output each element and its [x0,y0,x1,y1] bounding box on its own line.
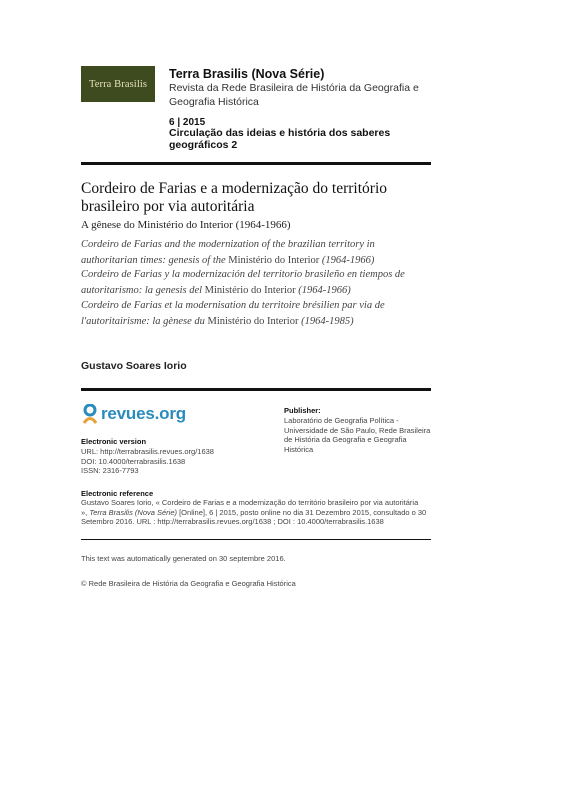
copyright-note: © Rede Brasileira de História da Geografia e Geografia Histórica [81,579,296,588]
publisher-heading: Publisher: [284,406,321,415]
author-divider [81,388,431,391]
header-divider [81,162,431,165]
issue-number: 6 | 2015 [169,117,206,128]
journal-subtitle: Revista da Rede Brasileira de História da Geografia e Geografia Histórica [169,82,419,108]
alt-title-line: Cordeiro de Farias et la modernisation du territoire brésilien par via de [81,300,385,311]
electronic-reference-block [81,498,433,527]
electronic-version-doi[interactable]: DOI: 10.4000/terrabrasilis.1638 [81,456,186,466]
alt-title-english [81,237,431,268]
alt-title-line: autoritarismo: la genesis del Ministério do Interior (1964-1966) [81,284,351,296]
article-subtitle: A gênese do Ministério do Interior (1964-1966) [81,219,291,231]
reference-line: Setembro 2016. URL : http://terrabrasilis.revues.org/1638 ; DOI : 10.4000/terrabrasilis.1638 [81,517,384,526]
journal-logo [81,66,155,102]
revues-logo[interactable] [81,404,186,424]
publisher-line: Laboratório de Geografia Política - [284,416,399,425]
electronic-version-heading: Electronic version [81,437,147,446]
reference-divider [81,539,431,540]
journal-logo-text: Terra Brasilis [88,78,148,90]
electronic-version-url[interactable]: URL: http://terrabrasilis.revues.org/1638 [81,447,214,456]
issue-title: Circulação das ideias e história dos saberes geográficos 2 [169,127,391,151]
alt-title-line: authoritarian times: genesis of the Ministério do Interior (1964-1966) [81,254,375,266]
revues-person-icon [81,404,99,424]
alt-title-line: Cordeiro de Farias y la modernización del territorio brasileño en tiempos de [81,269,405,280]
electronic-reference-heading: Electronic reference [81,489,154,498]
electronic-version-issn: ISSN: 2316-7793 [81,466,139,475]
publisher-block [284,416,430,454]
alt-title-french [81,298,431,329]
alt-title-spanish [81,267,431,298]
article-title: Cordeiro de Farias e a modernização do território brasileiro por via autoritária [81,180,388,215]
publisher-line: de História da Geografia e Geografia [284,435,407,444]
reference-line: », Terra Brasilis (Nova Série) [Online], 6 | 2015, posto online no dia 31 Dezembro 2015, consultado o 30 [81,507,427,517]
publisher-line: Universidade de São Paulo, Rede Brasileira [284,425,431,435]
alt-title-line: l'autoritairisme: la gènese du Ministério do Interior (1964-1985) [81,315,354,327]
journal-title: Terra Brasilis (Nova Série) [169,67,325,81]
generated-note: This text was automatically generated on 30 septembre 2016. [81,554,286,563]
revues-logo-text: revues.org [101,404,186,423]
publisher-line: Histórica [284,444,314,454]
alt-title-line: Cordeiro de Farias and the modernization of the brazilian territory in [81,239,375,250]
reference-line: Gustavo Soares Iorio, « Cordeiro de Farias e a modernização do território brasileiro por via autoritária [81,498,419,507]
article-author: Gustavo Soares Iorio [81,360,187,372]
electronic-version-block [81,447,214,476]
